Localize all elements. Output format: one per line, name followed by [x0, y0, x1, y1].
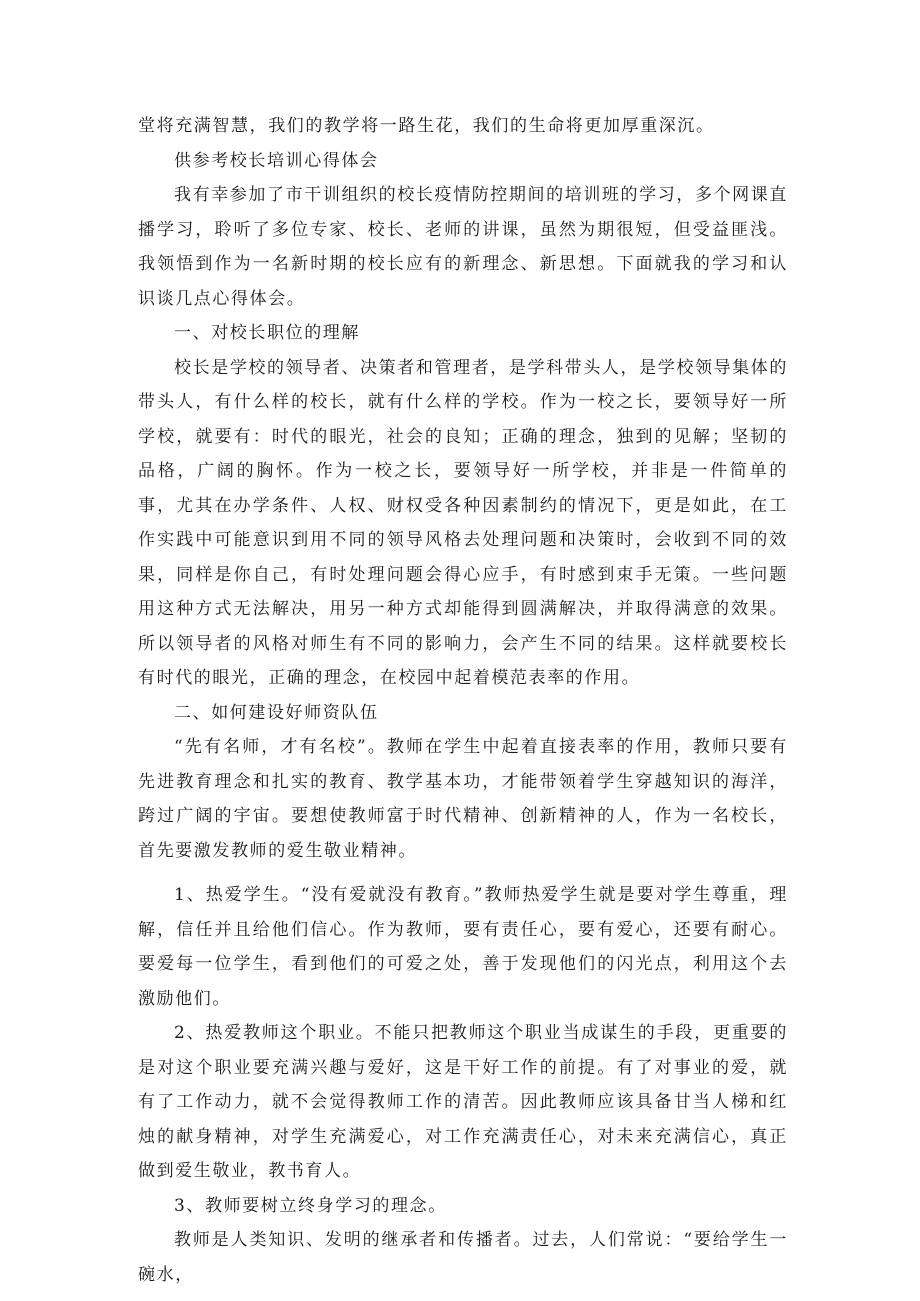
point-1-paragraph: 1、热爱学生。“没有爱就没有教育。”教师热爱学生就是要对学生尊重，理解，信任并且给他们信心。作为教师，要有责任心，要有爱心，还要有耐心。要爱每一位学生，看到他们的可爱之处，善于发现他们的闪光点，利用这个去激励他们。 — [138, 885, 788, 1009]
point-3-paragraph: 教师是人类知识、发明的继承者和传播者。过去，人们常说：“要给学生一碗水， — [138, 1230, 788, 1285]
intro-paragraph: 我有幸参加了市干训组织的校长疫情防控期间的培训班的学习，多个网课直播学习，聆听了多位专家、校长、老师的讲课，虽然为期很短，但受益匪浅。我领悟到作为一名新时期的校长应有的新理念、新思想。下面就我的学习和认识谈几点心得体会。 — [138, 185, 788, 309]
section-2-paragraph: “先有名师，才有名校”。教师在学生中起着直接表率的作用，教师只要有先进教育理念和扎实的教育、教学基本功，才能带领着学生穿越知识的海洋，跨过广阔的宇宙。要想使教师富于时代精神、创新精神的人，作为一名校长，首先要激发教师的爱生敬业精神。 — [138, 737, 788, 861]
section-heading-2: 二、如何建设好师资队伍 — [174, 702, 379, 723]
continuation-paragraph: 堂将充满智慧，我们的教学将一路生花，我们的生命将更加厚重深沉。 — [138, 116, 715, 136]
point-3-heading: 3、教师要树立终身学习的理念。 — [174, 1195, 447, 1216]
document-title: 供参考校长培训心得体会 — [174, 150, 379, 171]
point-2-paragraph: 2、热爱教师这个职业。不能只把教师这个职业当成谋生的手段，更重要的是对这个职业要充满兴趣与爱好，这是干好工作的前提。有了对事业的爱，就有了工作动力，就不会觉得教师工作的清苦。因此教师应该具备甘当人梯和红烛的献身精神，对学生充满爱心，对工作充满责任心，对未来充满信心，真正做到爱生敬业，教书育人。 — [138, 1023, 788, 1181]
document-body — [138, 109, 788, 1292]
section-1-paragraph: 校长是学校的领导者、决策者和管理者，是学科带头人，是学校领导集体的带头人，有什么样的校长，就有什么样的学校。作为一校之长，要领导好一所学校，就要有：时代的眼光，社会的良知；正确的理念，独到的见解；坚韧的品格，广阔的胸怀。作为一校之长，要领导好一所学校，并非是一件简单的事，尤其在办学条件、人权、财权受各种因素制约的情况下，更是如此，在工作实践中可能意识到用不同的领导风格去处理问题和决策时，会收到不同的效果，同样是你自己，有时处理问题会得心应手，有时感到束手无策。一些问题用这种方式无法解决，用另一种方式却能得到圆满解决，并取得满意的效果。所以领导者的风格对师生有不同的影响力，会产生不同的结果。这样就要校长有时代的眼光，正确的理念，在校园中起着模范表率的作用。 — [138, 357, 788, 688]
section-heading-1: 一、对校长职位的理解 — [174, 323, 360, 343]
